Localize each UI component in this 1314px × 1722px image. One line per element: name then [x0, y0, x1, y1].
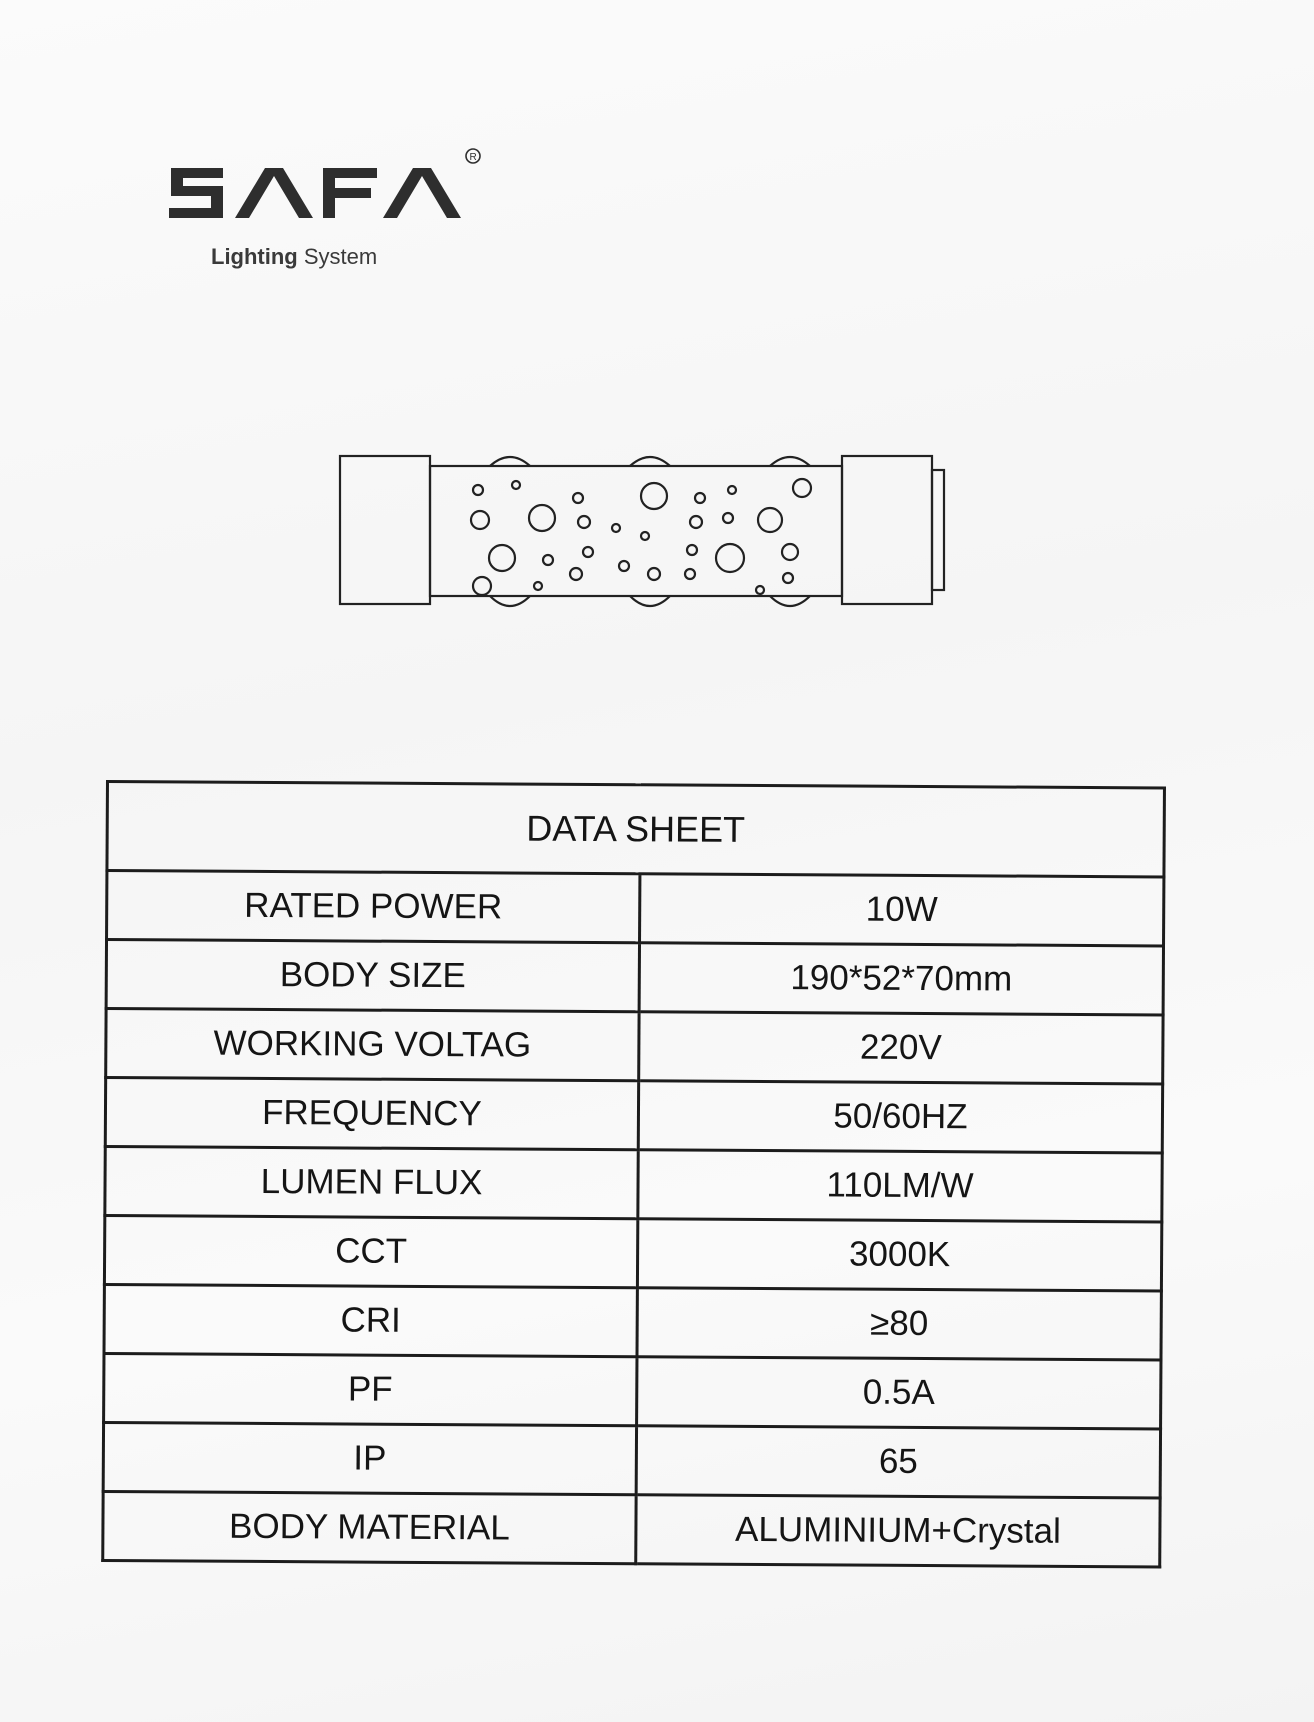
spec-value: 65	[636, 1426, 1160, 1498]
table-row	[106, 1009, 1163, 1084]
svg-text:R: R	[469, 152, 477, 163]
spec-label: FREQUENCY	[105, 1078, 638, 1150]
safa-logo-mark	[165, 148, 485, 228]
spec-label: BODY SIZE	[106, 940, 639, 1012]
data-sheet-table	[101, 780, 1166, 1568]
table-row	[105, 1147, 1162, 1222]
table-row	[106, 940, 1163, 1015]
table-title: DATA SHEET	[107, 782, 1165, 877]
table-row	[103, 1491, 1160, 1566]
table-row	[103, 1422, 1160, 1497]
spec-value: 190*52*70mm	[639, 943, 1163, 1015]
spec-label: CRI	[104, 1284, 637, 1356]
spec-value: 220V	[639, 1012, 1163, 1084]
spec-label: RATED POWER	[107, 871, 640, 943]
tagline-bold: Lighting	[211, 244, 298, 269]
brand-logo	[165, 148, 485, 278]
brand-tagline	[211, 244, 377, 270]
spec-label: IP	[103, 1422, 636, 1494]
spec-label: BODY MATERIAL	[103, 1491, 636, 1563]
spec-value: 3000K	[637, 1219, 1161, 1291]
spec-value: 0.5A	[637, 1357, 1161, 1429]
spec-label: CCT	[104, 1216, 637, 1288]
spec-label: LUMEN FLUX	[105, 1147, 638, 1219]
spec-value: ≥80	[637, 1288, 1161, 1360]
table-row	[104, 1353, 1161, 1428]
table-row	[105, 1078, 1162, 1153]
spec-value: ALUMINIUM+Crystal	[636, 1495, 1160, 1567]
spec-value: 110LM/W	[638, 1150, 1162, 1222]
spec-label: WORKING VOLTAG	[106, 1009, 639, 1081]
tagline-regular: System	[303, 244, 378, 269]
spec-value: 10W	[640, 874, 1164, 946]
product-drawing	[330, 440, 970, 650]
table-row	[104, 1216, 1161, 1291]
spec-label: PF	[104, 1353, 637, 1425]
table-row	[107, 871, 1164, 946]
table-title-row	[107, 782, 1165, 877]
table-row	[104, 1284, 1161, 1359]
spec-value: 50/60HZ	[638, 1081, 1162, 1153]
